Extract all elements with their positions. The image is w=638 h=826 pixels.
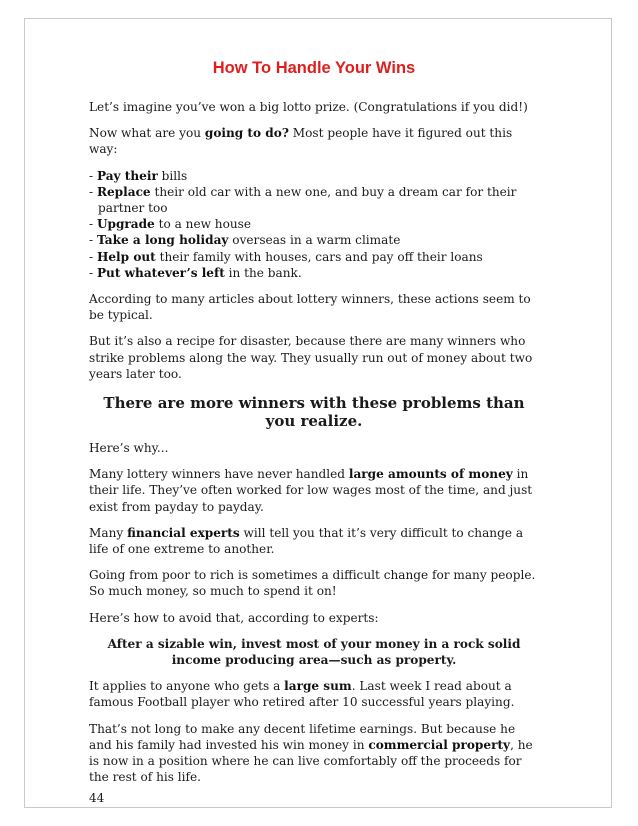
bold-text: Take a long holiday bbox=[96, 233, 229, 248]
list-dash: - bbox=[89, 168, 97, 183]
bold-text: Pay their bbox=[96, 168, 158, 183]
page-title: How To Handle Your Wins bbox=[212, 59, 416, 77]
list-dash: - bbox=[89, 249, 97, 264]
paragraph-question bbox=[89, 125, 539, 157]
paragraph-heres-why: Here’s why... bbox=[89, 441, 169, 456]
paragraph-large-sum bbox=[89, 678, 539, 710]
bold-text: Replace bbox=[96, 184, 151, 199]
list-item bbox=[89, 184, 539, 216]
text-span: bills bbox=[157, 168, 188, 183]
text-span: That’s not long to make any decent lifetime earnings. But because he and his family had invested his win money in bbox=[89, 721, 516, 752]
list-item bbox=[89, 232, 539, 248]
paragraph-intro: Let’s imagine you’ve won a big lotto prize. (Congratulations if you did!) bbox=[89, 100, 528, 114]
bold-text: Help out bbox=[96, 249, 156, 264]
text-span: . Last week I read about a famous Football player who retired after 10 successful years playing. bbox=[89, 679, 515, 710]
bold-text: Upgrade bbox=[96, 217, 155, 232]
bold-text: large amounts of money bbox=[348, 467, 513, 482]
text-span: Many bbox=[89, 525, 128, 540]
list-item bbox=[89, 168, 539, 184]
list-item bbox=[89, 249, 539, 265]
list-dash: - bbox=[89, 184, 97, 199]
list-item bbox=[89, 265, 539, 281]
text-span: to a new house bbox=[154, 217, 252, 232]
text-span: their family with houses, cars and pay off their loans bbox=[155, 249, 483, 264]
list-item bbox=[89, 216, 539, 232]
paragraph-poor-to-rich: Going from poor to rich is sometimes a difficult change for many people. So much money, so much to spend it on! bbox=[89, 568, 536, 599]
callout-heading: There are more winners with these problems than you realize. bbox=[103, 394, 525, 431]
list-dash: - bbox=[89, 217, 97, 232]
text-span: will tell you that it’s very difficult to change a life of one extreme to another. bbox=[89, 525, 524, 557]
paragraph-avoid: Here’s how to avoid that, according to experts: bbox=[89, 610, 379, 625]
paragraph-typical: According to many articles about lottery winners, these actions seem to be typical. bbox=[89, 292, 531, 323]
text-span: It applies to anyone who gets a bbox=[89, 679, 285, 694]
text-span: , he is now in a position where he can live comfortably off the proceeds for the rest of his life. bbox=[89, 737, 533, 785]
text-span: in their life. They’ve often worked for low wages most of the time, and just exist from payday to payday. bbox=[89, 467, 533, 514]
paragraph-property bbox=[89, 721, 539, 786]
spending-list bbox=[89, 168, 539, 281]
text-span: in the bank. bbox=[224, 265, 302, 280]
bold-text: financial experts bbox=[127, 525, 240, 540]
text-span: Most people have it figured out this way: bbox=[89, 126, 513, 157]
list-dash: - bbox=[89, 265, 97, 280]
bold-text: large sum bbox=[284, 679, 352, 694]
list-dash: - bbox=[89, 233, 97, 248]
paragraph-experts bbox=[89, 525, 539, 557]
paragraph-disaster: But it’s also a recipe for disaster, because there are many winners who strike problems along the way. They usually run out of money about two years later too. bbox=[89, 334, 533, 381]
text-span: their old car with a new one, and buy a dream car for their partner too bbox=[98, 184, 517, 216]
page-number: 44 bbox=[89, 790, 105, 805]
bold-text: Put whatever’s left bbox=[96, 265, 225, 280]
bold-text: commercial property bbox=[368, 737, 511, 752]
text-span: Many lottery winners have never handled bbox=[89, 467, 349, 482]
text-span: Now what are you bbox=[89, 126, 205, 141]
bold-text: going to do? bbox=[204, 126, 289, 141]
text-span: overseas in a warm climate bbox=[228, 233, 401, 248]
paragraph-large-money bbox=[89, 466, 539, 515]
callout-advice: After a sizable win, invest most of your money in a rock solid income producing area—such as property. bbox=[107, 636, 521, 668]
document-body bbox=[89, 58, 539, 806]
